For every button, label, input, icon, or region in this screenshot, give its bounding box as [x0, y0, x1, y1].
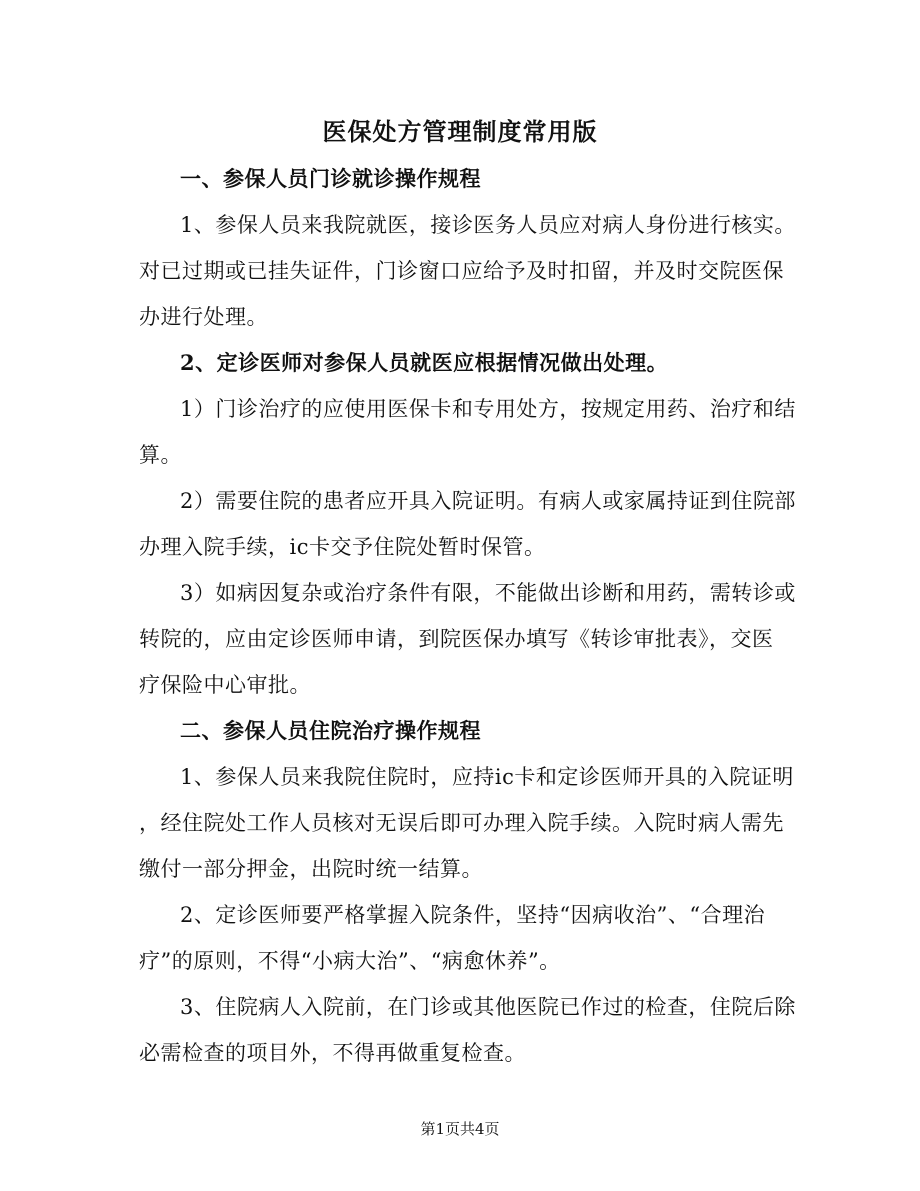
section-heading-2: 二、参保人员住院治疗操作规程 — [180, 718, 481, 743]
subheading-line: 2、定诊医师对参保人员就医应根据情况做出处理。 — [180, 350, 669, 375]
paragraph-line: 疗保险中心审批。 — [139, 673, 311, 697]
paragraph-line: 3、住院病人入院前，在门诊或其他医院已作过的检查，住院后除 — [180, 995, 796, 1019]
paragraph-line: 2、定诊医师要严格掌握入院条件，坚持“因病收治”、“合理治 — [180, 903, 766, 927]
section-heading-1: 一、参保人员门诊就诊操作规程 — [180, 166, 481, 191]
paragraph-line — [180, 210, 796, 240]
document-title: 医保处方管理制度常用版 — [322, 117, 598, 146]
paragraph-line: 必需检查的项目外，不得再做重复检查。 — [139, 1041, 526, 1065]
paragraph-line: 缴付一部分押金，出院时统一结算。 — [139, 857, 483, 881]
paragraph-line: 疗”的原则，不得“小病大治”、“病愈休养”。 — [139, 949, 561, 973]
paragraph-line: 办进行处理。 — [139, 305, 268, 329]
paragraph-line: 转院的，应由定诊医师申请，到院医保办填写《转诊审批表》，交医 — [139, 627, 774, 651]
page-footer: 第1页共4页 — [420, 1120, 500, 1138]
paragraph-line: 1、参保人员来我院住院时，应持ic卡和定诊医师开具的入院证明 — [180, 765, 794, 789]
paragraph-line: 办理入院手续，ic卡交予住院处暂时保管。 — [139, 535, 546, 559]
paragraph-line: 算。 — [139, 443, 182, 467]
paragraph-text: 1、参保人员来我院就医，接诊医务人员应对病人身份进行核实。 — [180, 213, 796, 237]
paragraph-line: 2）需要住院的患者应开具入院证明。有病人或家属持证到住院部 — [180, 489, 796, 513]
paragraph-line: 对已过期或已挂失证件，门诊窗口应给予及时扣留，并及时交院医保 — [139, 259, 784, 283]
paragraph-line: 1）门诊治疗的应使用医保卡和专用处方，按规定用药、治疗和结 — [180, 397, 796, 421]
paragraph-line: ，经住院处工作人员核对无误后即可办理入院手续。入院时病人需先 — [139, 811, 784, 835]
paragraph-line: 3）如病因复杂或治疗条件有限，不能做出诊断和用药，需转诊或 — [180, 581, 796, 605]
